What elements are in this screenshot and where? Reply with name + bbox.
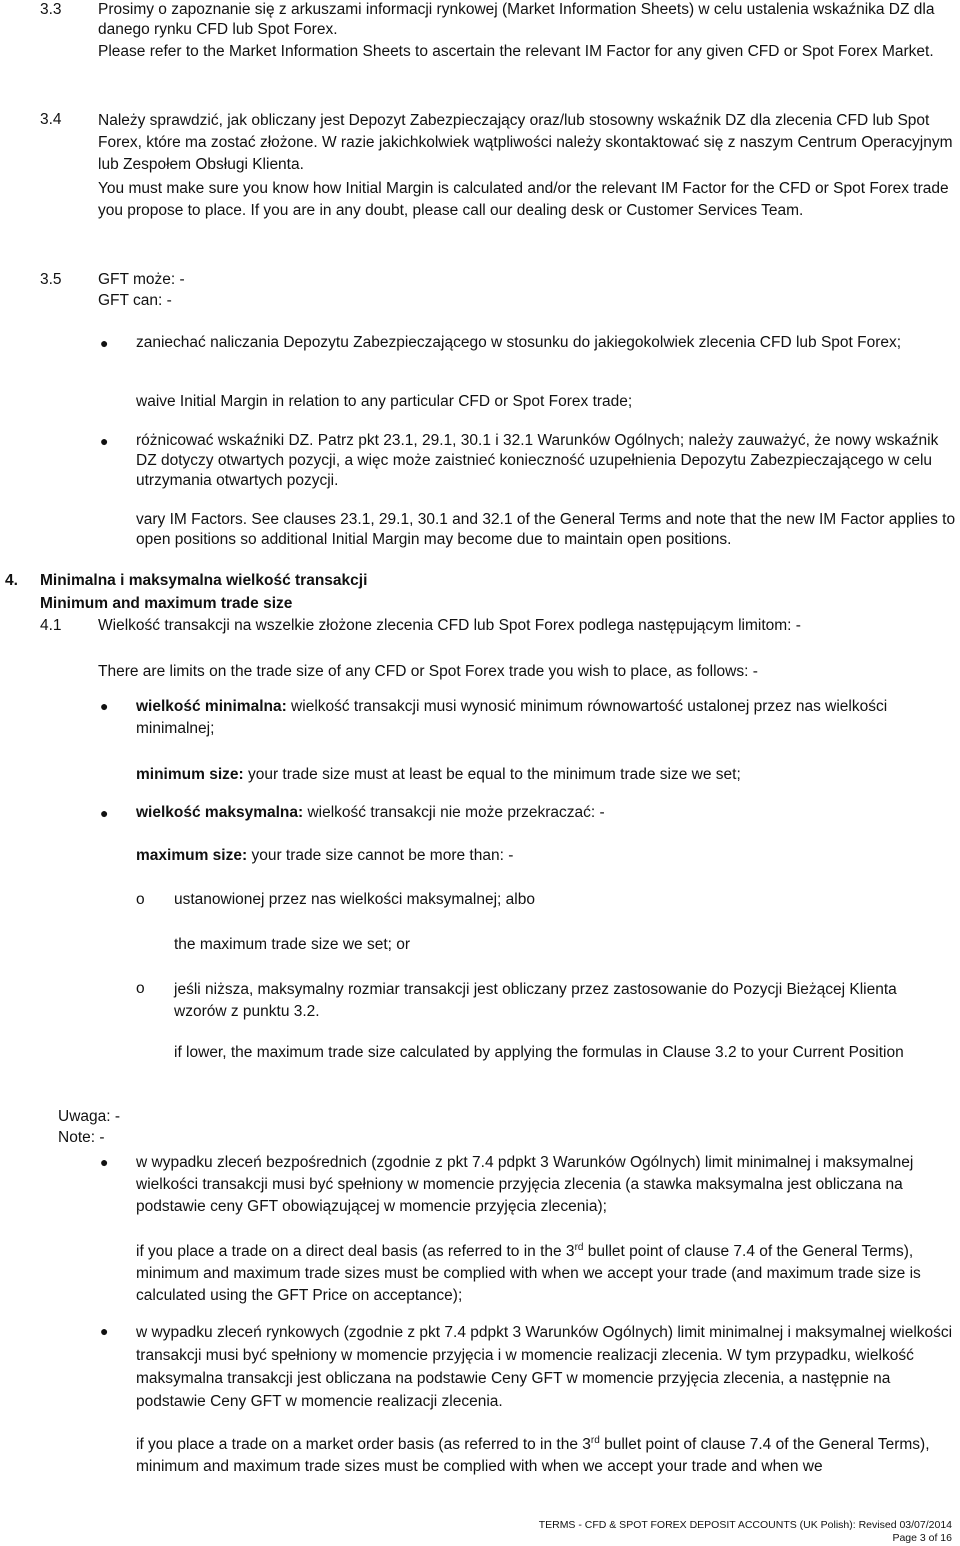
- max-limit-item1-polish: ustanowionej przez nas wielkości maksymalnej; albo: [174, 891, 535, 908]
- sub-bullet: o: [136, 980, 145, 997]
- note-item1-english-part1: if you place a trade on a direct deal basis (as referred to in the 3: [136, 1243, 575, 1260]
- clause-number-3-3: 3.3: [40, 1, 62, 18]
- note-item2-polish: w wypadku zleceń rynkowych (zgodnie z pkt 7.4 pdpkt 3 Warunków Ogólnych) limit minimalnej i maksymalnej wielkości transakcji musi być spełniony w momencie przyjęcia i w momencie realizacji zlecenia. W tym przypadku, wielkość maksymalna transakcji jest obliczana na podstawie Ceny GFT w momencie przyjęcia zlecenia, a następnie na podstawie Ceny GFT w momencie realizacji zlecenia.: [136, 1324, 953, 1410]
- clause-number-3-5: 3.5: [40, 271, 62, 288]
- minimum-size-english-label: minimum size:: [136, 766, 244, 783]
- max-limit-item2-english: if lower, the maximum trade size calculated by applying the formulas in Clause 3.2 to your Current Position: [174, 1044, 904, 1061]
- clause-3-5-item1-english: waive Initial Margin in relation to any particular CFD or Spot Forex trade;: [136, 393, 633, 410]
- maximum-size-polish-text: wielkość transakcji nie może przekraczać: -: [303, 804, 605, 821]
- clause-3-3-english: Please refer to the Market Information Sheets to ascertain the relevant IM Factor for any given CFD or Spot Forex Market.: [98, 43, 934, 60]
- clause-3-5-item1-polish: zaniechać naliczania Depozytu Zabezpieczającego w stosunku do jakiegokolwiek zlecenia CFD lub Spot Forex;: [136, 334, 902, 351]
- note-item2-english-sup: rd: [590, 1434, 600, 1446]
- note-item2-english-part2: bullet point of clause 7.4 of the General Terms), minimum and maximum trade sizes must be complied with when we accept your trade and when we: [136, 1436, 930, 1475]
- footer-page-number: Page 3 of 16: [892, 1532, 952, 1544]
- footer-document-title: TERMS - CFD & SPOT FOREX DEPOSIT ACCOUNTS (UK Polish): Revised 03/07/2014: [538, 1519, 952, 1531]
- clause-number-3-4: 3.4: [40, 111, 62, 128]
- section-4-title-english: Minimum and maximum trade size: [40, 595, 293, 612]
- bullet: ●: [100, 698, 109, 714]
- clause-3-5-polish: GFT może: -: [98, 271, 185, 288]
- bullet: ●: [100, 805, 109, 821]
- note-item1-polish: w wypadku zleceń bezpośrednich (zgodnie z pkt 7.4 pdpkt 3 Warunków Ogólnych) limit minimalnej i maksymalnej wielkości transakcji musi być spełniony w momencie przyjęcia zlecenia (a stawka maksymalna jest obliczana na podstawie ceny GFT obowiązującej w momencie przyjęcia zlecenia);: [136, 1154, 914, 1215]
- section-number-4: 4.: [5, 572, 18, 589]
- maximum-size-english-label: maximum size:: [136, 847, 248, 864]
- clause-3-4-english: You must make sure you know how Initial Margin is calculated and/or the relevant IM Factor for the CFD or Spot Forex trade you propose to place. If you are in any doubt, please call our dealing desk or Customer Services Team.: [98, 180, 949, 219]
- maximum-size-polish: [136, 803, 948, 823]
- note-item2-english-part1: if you place a trade on a market order basis (as referred to in the 3: [136, 1436, 591, 1453]
- maximum-size-english-text: your trade size cannot be more than: -: [247, 847, 514, 864]
- note-item1-english-sup: rd: [574, 1241, 584, 1253]
- max-limit-item2-polish: jeśli niższa, maksymalny rozmiar transakcji jest obliczany przez zastosowanie do Pozycji Bieżącej Klienta wzorów z punktu 3.2.: [174, 981, 897, 1020]
- section-4-title-polish: Minimalna i maksymalna wielkość transakcji: [40, 572, 368, 589]
- clause-3-3-polish: Prosimy o zapoznanie się z arkuszami informacji rynkowej (Market Information Sheets) w celu ustalenia wskaźnika DZ dla danego rynku CFD lub Spot Forex.: [98, 1, 935, 38]
- note-label-english: Note: -: [58, 1129, 105, 1146]
- minimum-size-english: [136, 765, 948, 785]
- clause-3-5-item2-english: vary IM Factors. See clauses 23.1, 29.1, 30.1 and 32.1 of the General Terms and note that the new IM Factor applies to open positions so additional Initial Margin may become due to maintain open positions.: [136, 511, 956, 548]
- clause-4-1-polish: Wielkość transakcji na wszelkie złożone zlecenia CFD lub Spot Forex podlega następującym limitom: -: [98, 617, 801, 634]
- sub-bullet: o: [136, 891, 145, 908]
- max-limit-item1-english: the maximum trade size we set; or: [174, 936, 411, 953]
- minimum-size-polish-text: wielkość transakcji musi wynosić minimum równowartość ustalonej przez nas wielkości minimalnej;: [136, 698, 888, 737]
- page-footer: [539, 1519, 952, 1545]
- bullet: ●: [100, 335, 109, 351]
- clause-4-1-english: There are limits on the trade size of any CFD or Spot Forex trade you wish to place, as follows: -: [98, 663, 758, 680]
- minimum-size-polish-label: wielkość minimalna:: [136, 698, 287, 715]
- note-label-polish: Uwaga: -: [58, 1108, 121, 1125]
- bullet: ●: [100, 433, 109, 449]
- note-item1-english: [136, 1241, 936, 1307]
- minimum-size-polish: [136, 696, 948, 740]
- clause-3-5-item2-polish: różnicować wskaźniki DZ. Patrz pkt 23.1, 29.1, 30.1 i 32.1 Warunków Ogólnych; należy zauważyć, że nowy wskaźnik DZ dotyczy otwartych pozycji, a więc może zaistnieć konieczność uzupełnienia Depozytu Zabezpieczającego w celu utrzymania otwartych pozycji.: [136, 432, 939, 489]
- maximum-size-polish-label: wielkość maksymalna:: [136, 804, 304, 821]
- note-item1-english-part2: bullet point of clause 7.4 of the General Terms), minimum and maximum trade sizes must be complied with when we accept your trade (and maximum trade size is calculated using the GFT Price on acceptance);: [136, 1243, 921, 1304]
- maximum-size-english: [136, 846, 948, 866]
- clause-3-5-english: GFT can: -: [98, 292, 172, 309]
- bullet: ●: [100, 1154, 109, 1170]
- clause-number-4-1: 4.1: [40, 617, 62, 634]
- clause-3-4-polish: Należy sprawdzić, jak obliczany jest Depozyt Zabezpieczający oraz/lub stosowny wskaźnik DZ dla zlecenia CFD lub Spot Forex, które ma zostać złożone. W razie jakichkolwiek wątpliwości należy skontaktować się z naszym Centrum Operacyjnym lub Zespołem Obsługi Klienta.: [98, 112, 953, 173]
- minimum-size-english-text: your trade size must at least be equal to the minimum trade size we set;: [243, 766, 741, 783]
- bullet: ●: [100, 1323, 109, 1339]
- note-item2-english: [136, 1434, 951, 1478]
